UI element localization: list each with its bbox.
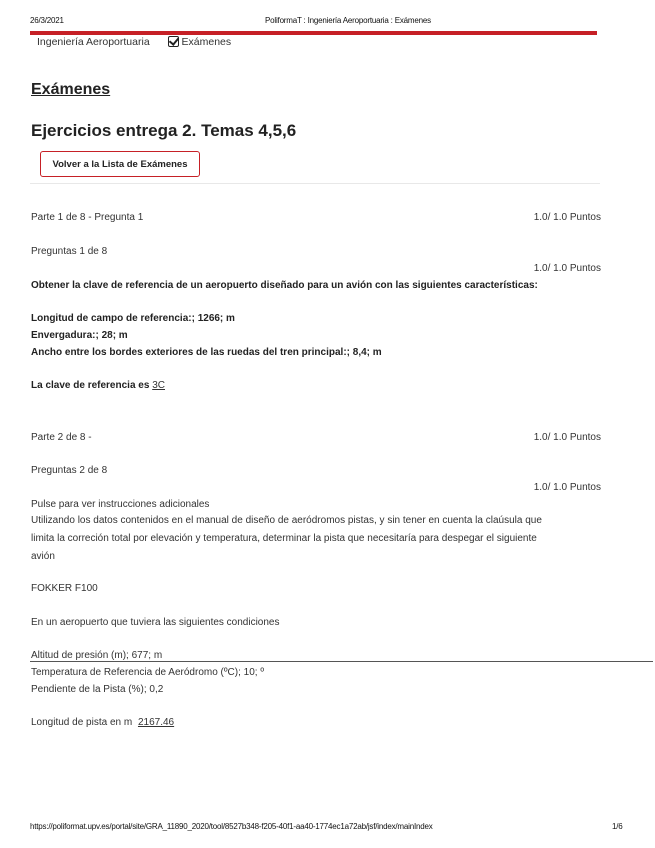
section-title-link[interactable]: Exámenes — [31, 81, 111, 98]
breadcrumb-tool[interactable]: Exámenes — [181, 36, 232, 48]
condition-underline — [30, 661, 653, 662]
part1-line1: Longitud de campo de referencia:; 1266; m — [31, 313, 235, 324]
part1-points: 1.0/ 1.0 Puntos — [533, 212, 601, 223]
part2-header: Parte 2 de 8 - — [31, 432, 92, 443]
part2-instructions-link[interactable]: Pulse para ver instrucciones adicionales — [31, 499, 210, 510]
breadcrumb-site[interactable]: Ingeniería Aeroportuaria — [37, 36, 150, 48]
part2-answer-value: 2167.46 — [137, 717, 175, 728]
part2-answer-prefix: Longitud de pista en m — [31, 717, 133, 728]
part2-condition-slope: Pendiente de la Pista (%); 0,2 — [31, 684, 164, 695]
exam-title: Ejercicios entrega 2. Temas 4,5,6 — [31, 121, 297, 140]
part1-line2: Envergadura:; 28; m — [31, 330, 128, 341]
part1-question-points: 1.0/ 1.0 Puntos — [533, 263, 601, 274]
part2-paragraph-line3: avión — [31, 551, 55, 562]
part1-header: Parte 1 de 8 - Pregunta 1 — [31, 212, 144, 223]
part2-answer — [31, 717, 174, 728]
print-date: 26/3/2021 — [30, 16, 64, 25]
part2-condition-temperature: Temperatura de Referencia de Aeródromo (ºC); 10; º — [31, 667, 264, 678]
breadcrumb — [37, 36, 231, 48]
part2-question-label: Preguntas 2 de 8 — [31, 465, 108, 476]
part2-condition-altitude: Altitud de presión (m); 677; m — [31, 650, 163, 661]
check-square-icon — [168, 36, 179, 47]
accent-bar — [30, 31, 597, 35]
part2-paragraph-line1: Utilizando los datos contenidos en el manual de diseño de aeródromos pistas, y sin tener en cuenta la claúsula que — [31, 515, 542, 526]
part1-answer-value: 3C — [152, 380, 165, 391]
print-url: https://poliformat.upv.es/portal/site/GRA_11890_2020/tool/8527b348-f205-40f1-aa40-1774ec1a72ab/jsf/index/mainIndex — [30, 822, 433, 831]
part1-answer — [31, 380, 165, 391]
back-to-exam-list-button[interactable]: Volver a la Lista de Exámenes — [40, 151, 200, 177]
part2-points: 1.0/ 1.0 Puntos — [533, 432, 601, 443]
part1-question-label: Preguntas 1 de 8 — [31, 246, 108, 257]
divider — [30, 183, 600, 184]
part2-conditions: En un aeropuerto que tuviera las siguientes condiciones — [31, 617, 280, 628]
print-page-number: 1/6 — [612, 822, 623, 831]
part1-statement: Obtener la clave de referencia de un aeropuerto diseñado para un avión con las siguientes características: — [31, 280, 538, 291]
part2-paragraph-line2: limita la correción total por elevación y temperatura, determinar la pista que necesitaría para despegar el siguiente — [31, 533, 537, 544]
part1-answer-prefix: La clave de referencia es — [31, 380, 150, 391]
part2-question-points: 1.0/ 1.0 Puntos — [533, 482, 601, 493]
part1-line3: Ancho entre los bordes exteriores de las ruedas del tren principal:; 8,4; m — [31, 347, 382, 358]
print-title: PoliformaT : Ingeniería Aeroportuaria : Exámenes — [265, 16, 431, 25]
part2-aircraft: FOKKER F100 — [31, 583, 98, 594]
